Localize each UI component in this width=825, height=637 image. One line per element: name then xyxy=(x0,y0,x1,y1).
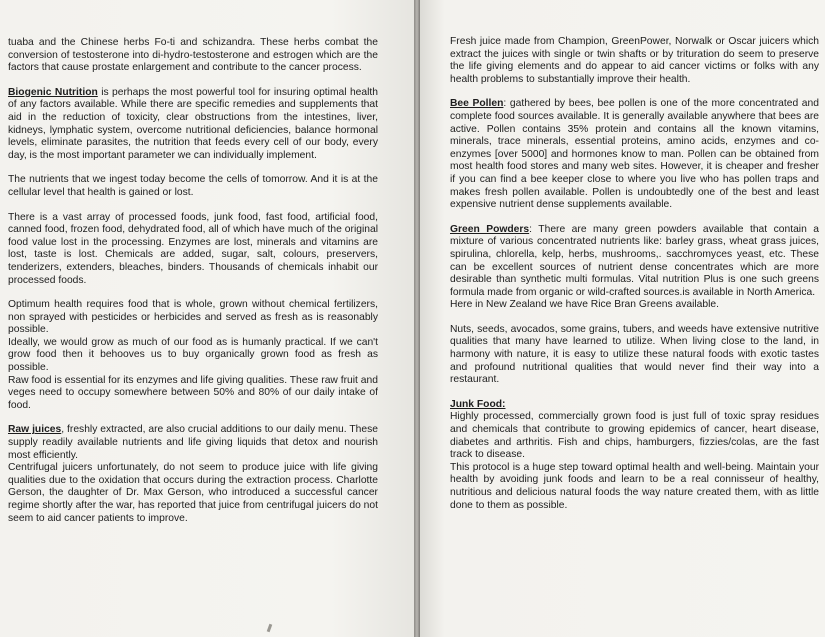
paragraph-nutrients: The nutrients that we ingest today become the cells of tomorrow. And it is at the cellular level that health is gained or lost. xyxy=(8,174,378,198)
heading-biogenic-nutrition: Biogenic Nutrition xyxy=(8,86,98,98)
paragraph-bee-pollen xyxy=(450,98,819,211)
paragraph-biogenic-nutrition xyxy=(8,87,378,163)
biogenic-text: is perhaps the most powerful tool for insuring optimal health of any factors available. While there are specific remedies and supplements that aid in the reduction of toxicity, clear obstructions from the intestines, liver, kidneys, lymphatic system, overcome nutritional deficiencies, balance hormonal levels, eliminate parasites, the nutrition that feeds every cell of our body, every day, is the most important parameter we can individually implement. xyxy=(8,86,379,161)
paragraph-centrifugal-juicers: Centrifugal juicers unfortunately, do not seem to produce juice with life giving qualities due to the oxidation that occurs during the extraction process. Charlotte Gerson, the daughter of Dr. Max Gerson, who introduced a successful cancer regime shortly after the war, has reported that juice from centrifugal juicers do not seem to aid cancer patients to improve. xyxy=(8,462,378,524)
bee-pollen-text: : gathered by bees, bee pollen is one of the more concentrated and complete food sources available. It is generally available anywhere that bees are active. Pollen contains 35% protein and contains all the known vitamins, minerals, trace minerals, essential proteins, amino acids, enzymes and co-enzymes [over 5000] and hormones know to man. Pollen can be obtained from most health food stores and many web sites. However, it is cheaper and fresher if you can find a bee keeper close to where you live who has pollen traps and makes fresh pollen available. Pollen is undoubtedly one of the best and least expensive nutrient dense supplements available. xyxy=(450,98,819,211)
heading-bee-pollen: Bee Pollen xyxy=(450,98,504,110)
paragraph-optimum-health: Optimum health requires food that is whole, grown without chemical fertilizers, non sprayed with pesticides or herbicides and served as fresh as is reasonably possible. xyxy=(8,299,378,336)
paragraph-green-powders xyxy=(450,224,819,300)
paragraph-protocol: This protocol is a huge step toward optimal health and well-being. Maintain your health by avoiding junk foods and learn to be a real connisseur of healthy, nutritious and delicious natural foods the way nature created them, with as little done to them as possible. xyxy=(450,461,819,511)
green-powders-text: : There are many green powders available that contain a mixture of various concentrated nutrients like: barley grass, wheat grass juices, spirulina, chlorella, kelp, herbs, mushrooms,. sacchromyces yeast, etc. These can be excellent sources of nutrient dense concentrates which are more desirable than synthetic multi formulas. Vital nutrition Plus is one such greens formula made from organic or wild-crafted sources.is available in North America. xyxy=(450,223,819,298)
heading-junk-food-line xyxy=(450,399,819,412)
right-text-column xyxy=(450,36,819,524)
heading-junk-food: Junk Food: xyxy=(450,398,506,410)
paragraph-processed-foods: There is a vast array of processed foods, junk food, fast food, artificial food, canned food, frozen food, dehydrated food, all of which have much of the original food value lost in the processing. Enzymes are lost, minerals and vitamins are lost, taste is lost. Chemicals are added, sugar, salt, colours, preservers, tenderizers, extenders, bleaches, binders. Thousands of chemicals inhabit our processed foods. xyxy=(8,211,378,286)
left-text-column xyxy=(8,37,378,537)
right-page xyxy=(420,0,825,637)
paragraph-raw-food: Raw food is essential for its enzymes and life giving qualities. These raw fruit and veges need to occupy somewhere between 50% and 80% of our daily intake of food. xyxy=(8,374,378,411)
heading-raw-juices: Raw juices xyxy=(8,424,62,436)
paragraph-junk-food: Highly processed, commercially grown food is just full of toxic spray residues and chemicals that contribute to growing epidemics of cancer, heart disease, diabetes and arthritis. Fish and chips, hamburgers, fizzies/colas, are the fast track to disease. xyxy=(450,411,819,461)
paragraph-new-zealand: Here in New Zealand we have Rice Bran Greens available. xyxy=(450,299,720,311)
paragraph-nuts-seeds: Nuts, seeds, avocados, some grains, tubers, and weeds have extensive nutritive qualities that many have learned to utilize. When living close to the land, in harmony with nature, it is easy to utilize these natural foods with exotic tastes and profound nutritional qualities that would never find their way into a restaurant. xyxy=(450,323,819,386)
paragraph-grow-food: Ideally, we would grow as much of our food as is humanly practical. If we can't grow food then it behooves us to buy organically grown food as fresh as possible. xyxy=(8,336,378,374)
raw-juices-text: , freshly extracted, are also crucial additions to our daily menu. These supply readily available nutrients and life giving liquids that detox and nourish most efficiently. xyxy=(8,424,378,461)
heading-green-powders: Green Powders xyxy=(450,223,530,235)
paragraph-fresh-juice: Fresh juice made from Champion, GreenPower, Norwalk or Oscar juicers which extract the juices with single or twin shafts or by trituration do seem to preserve the life giving elements and do appear to aid cancer victims or folks with any health problems to substantially improve their health. xyxy=(450,36,819,85)
paragraph-raw-juices xyxy=(8,424,378,462)
paragraph-herbs: tuaba and the Chinese herbs Fo-ti and schizandra. These herbs combat the conversion of testosterone into di-hydro-testosterone and estrogen which are the factors that cause prostate enlargement and contribute to the cancer process. xyxy=(8,37,378,74)
